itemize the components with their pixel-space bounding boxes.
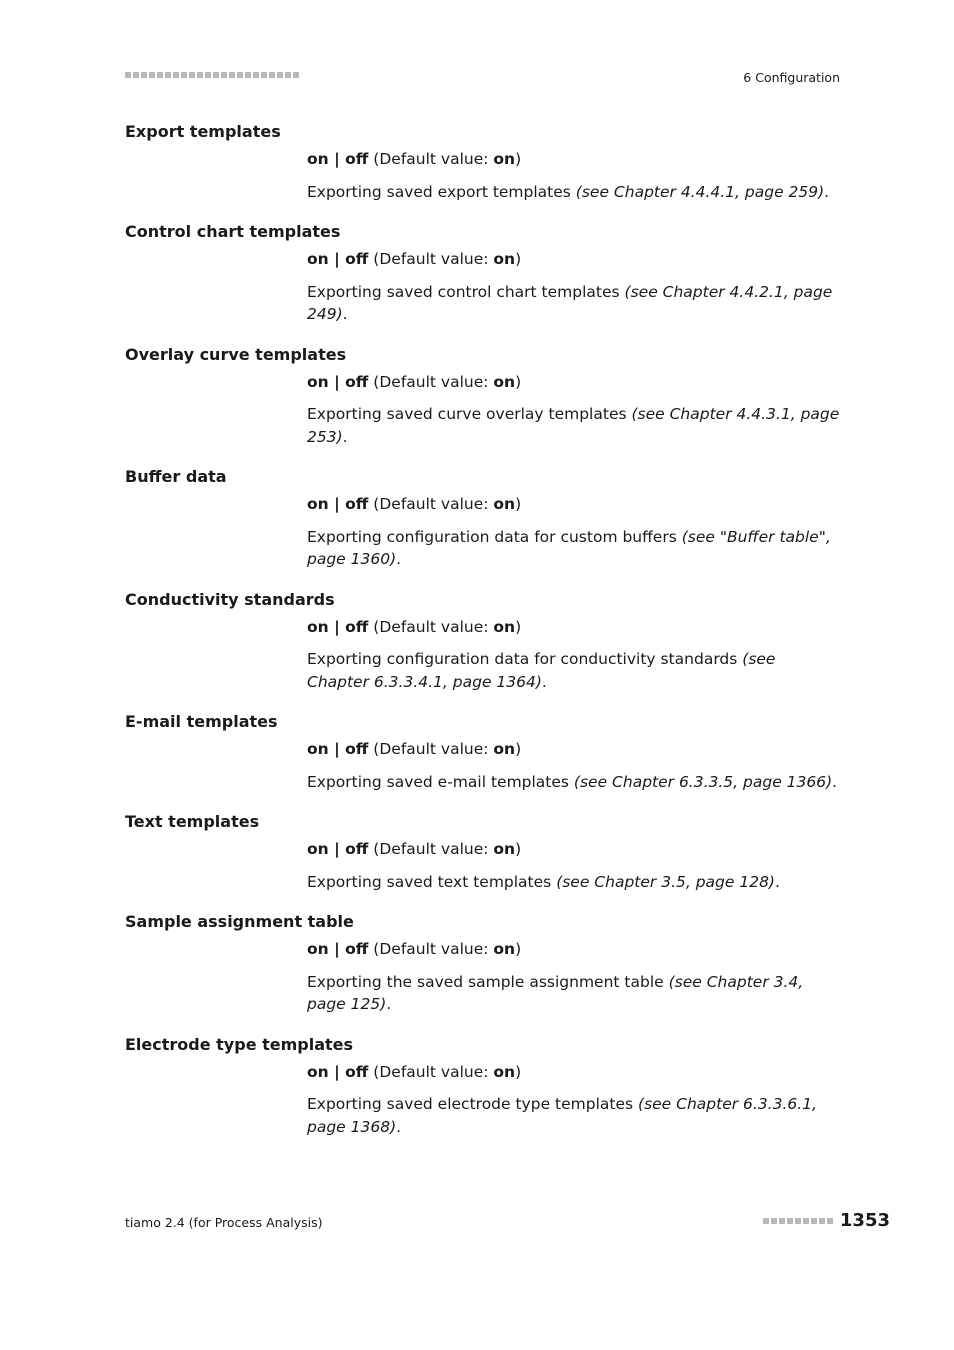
option-separator: | [328, 372, 346, 391]
page-number: 1353 [839, 1210, 890, 1231]
cross-reference: (see Chapter 6.3.3.6.1, page 1368) [307, 1095, 817, 1136]
parameter-options [307, 493, 841, 516]
default-value: on [493, 940, 516, 958]
parameter-entry [125, 589, 841, 694]
description-end: . [824, 182, 830, 201]
default-value: on [493, 372, 516, 391]
option-off: off [345, 617, 369, 636]
parameter-options [307, 738, 841, 761]
parameter-options [307, 938, 841, 961]
option-separator: | [328, 1062, 346, 1081]
default-prefix: (Default value: [368, 495, 494, 513]
default-value: on [493, 495, 516, 513]
parameter-description [307, 526, 841, 571]
default-suffix: ) [515, 495, 522, 513]
default-prefix: (Default value: [368, 740, 494, 758]
description-text: Exporting saved text templates [307, 872, 557, 891]
parameter-entry [125, 344, 841, 449]
parameter-description [307, 648, 841, 693]
option-on: on [307, 840, 329, 858]
option-on: on [307, 372, 329, 391]
default-prefix: (Default value: [368, 940, 494, 958]
option-separator: | [328, 495, 346, 513]
description-text: Exporting configuration data for custom buffers [307, 527, 682, 546]
parameter-title: Sample assignment table [125, 912, 354, 931]
option-on: on [307, 150, 329, 168]
default-prefix: (Default value: [368, 250, 494, 268]
option-off: off [345, 372, 369, 391]
description-end: . [396, 550, 402, 568]
option-off: off [345, 250, 369, 268]
default-suffix: ) [515, 840, 522, 858]
parameter-title: Buffer data [125, 467, 227, 486]
parameter-entry [125, 121, 841, 203]
option-off: off [345, 1062, 369, 1081]
option-on: on [307, 617, 329, 636]
parameter-description [307, 1093, 841, 1138]
cross-reference: (see Chapter 3.5, page 128) [556, 872, 775, 891]
parameter-description [307, 771, 841, 794]
parameter-title: Control chart templates [125, 222, 341, 241]
cross-reference: (see Chapter 4.4.4.1, page 259) [575, 182, 825, 201]
description-text: Exporting saved electrode type templates [307, 1095, 639, 1113]
parameter-options [307, 616, 841, 639]
parameter-entry [125, 1034, 841, 1139]
cross-reference: (see Chapter 3.4, page 125) [307, 972, 804, 1013]
default-suffix: ) [515, 372, 522, 391]
parameter-list [125, 121, 841, 1156]
option-on: on [307, 495, 329, 513]
description-text: Exporting saved export templates [307, 182, 576, 201]
parameter-description [307, 281, 841, 326]
default-suffix: ) [515, 1062, 522, 1081]
cross-reference: (see Chapter 4.4.3.1, page 253) [307, 405, 840, 446]
parameter-description [307, 971, 841, 1016]
default-suffix: ) [515, 250, 522, 268]
parameter-entry [125, 221, 841, 326]
option-on: on [307, 740, 329, 758]
default-suffix: ) [515, 150, 522, 168]
default-value: on [493, 840, 516, 858]
option-off: off [345, 740, 369, 758]
header-decoration [125, 72, 299, 80]
default-prefix: (Default value: [368, 1062, 494, 1081]
default-suffix: ) [515, 740, 522, 758]
description-end: . [342, 427, 348, 446]
option-off: off [345, 840, 369, 858]
parameter-entry [125, 911, 841, 1016]
option-off: off [345, 150, 369, 168]
parameter-title: Export templates [125, 122, 281, 141]
option-on: on [307, 940, 329, 958]
parameter-options [307, 838, 841, 861]
description-end: . [396, 1117, 402, 1136]
option-on: on [307, 1062, 329, 1081]
default-value: on [493, 1062, 516, 1081]
parameter-description [307, 403, 841, 448]
cross-reference: (see Chapter 6.3.3.4.1, page 1364) [307, 650, 776, 691]
default-prefix: (Default value: [368, 840, 494, 858]
parameter-options [307, 1061, 841, 1084]
description-text: Exporting saved control chart templates [307, 282, 625, 301]
cross-reference: (see Chapter 6.3.3.5, page 1366) [573, 772, 833, 791]
default-suffix: ) [515, 940, 522, 958]
parameter-entry [125, 466, 841, 571]
default-value: on [493, 150, 516, 168]
option-separator: | [328, 740, 346, 758]
description-end: . [386, 995, 392, 1013]
parameter-entry [125, 811, 841, 893]
parameter-title: Electrode type templates [125, 1034, 354, 1054]
option-separator: | [328, 940, 346, 958]
description-end: . [541, 672, 547, 691]
default-suffix: ) [515, 617, 522, 636]
parameter-entry [125, 711, 841, 793]
parameter-title: E-mail templates [125, 712, 278, 731]
default-prefix: (Default value: [368, 372, 494, 391]
cross-reference: (see "Buffer table", page 1360) [307, 527, 831, 568]
footer-decoration [763, 1218, 833, 1224]
footer-product: tiamo 2.4 (for Process Analysis) [125, 1215, 323, 1230]
description-text: Exporting saved curve overlay templates [307, 405, 632, 423]
option-separator: | [328, 617, 346, 636]
default-prefix: (Default value: [368, 617, 494, 636]
description-end: . [832, 772, 838, 791]
default-value: on [493, 250, 516, 268]
description-end: . [342, 305, 348, 323]
parameter-options [307, 148, 841, 171]
description-text: Exporting configuration data for conductivity standards [307, 650, 743, 668]
description-text: Exporting saved e-mail templates [307, 772, 574, 791]
option-off: off [345, 940, 369, 958]
parameter-title: Overlay curve templates [125, 344, 347, 364]
parameter-description [307, 181, 841, 204]
chapter-header: 6 Configuration [743, 70, 840, 85]
description-end: . [774, 872, 780, 891]
default-value: on [493, 617, 516, 636]
parameter-options [307, 248, 841, 271]
default-prefix: (Default value: [368, 150, 494, 168]
option-separator: | [328, 250, 346, 268]
option-separator: | [328, 840, 346, 858]
default-value: on [493, 740, 516, 758]
description-text: Exporting the saved sample assignment table [307, 972, 669, 991]
parameter-title: Conductivity standards [125, 589, 335, 609]
cross-reference: (see Chapter 4.4.2.1, page 249) [307, 282, 833, 323]
option-off: off [345, 495, 369, 513]
parameter-options [307, 371, 841, 394]
option-on: on [307, 250, 329, 268]
parameter-title: Text templates [125, 812, 260, 831]
parameter-description [307, 871, 841, 894]
option-separator: | [328, 150, 346, 168]
footer-page [763, 1210, 890, 1231]
